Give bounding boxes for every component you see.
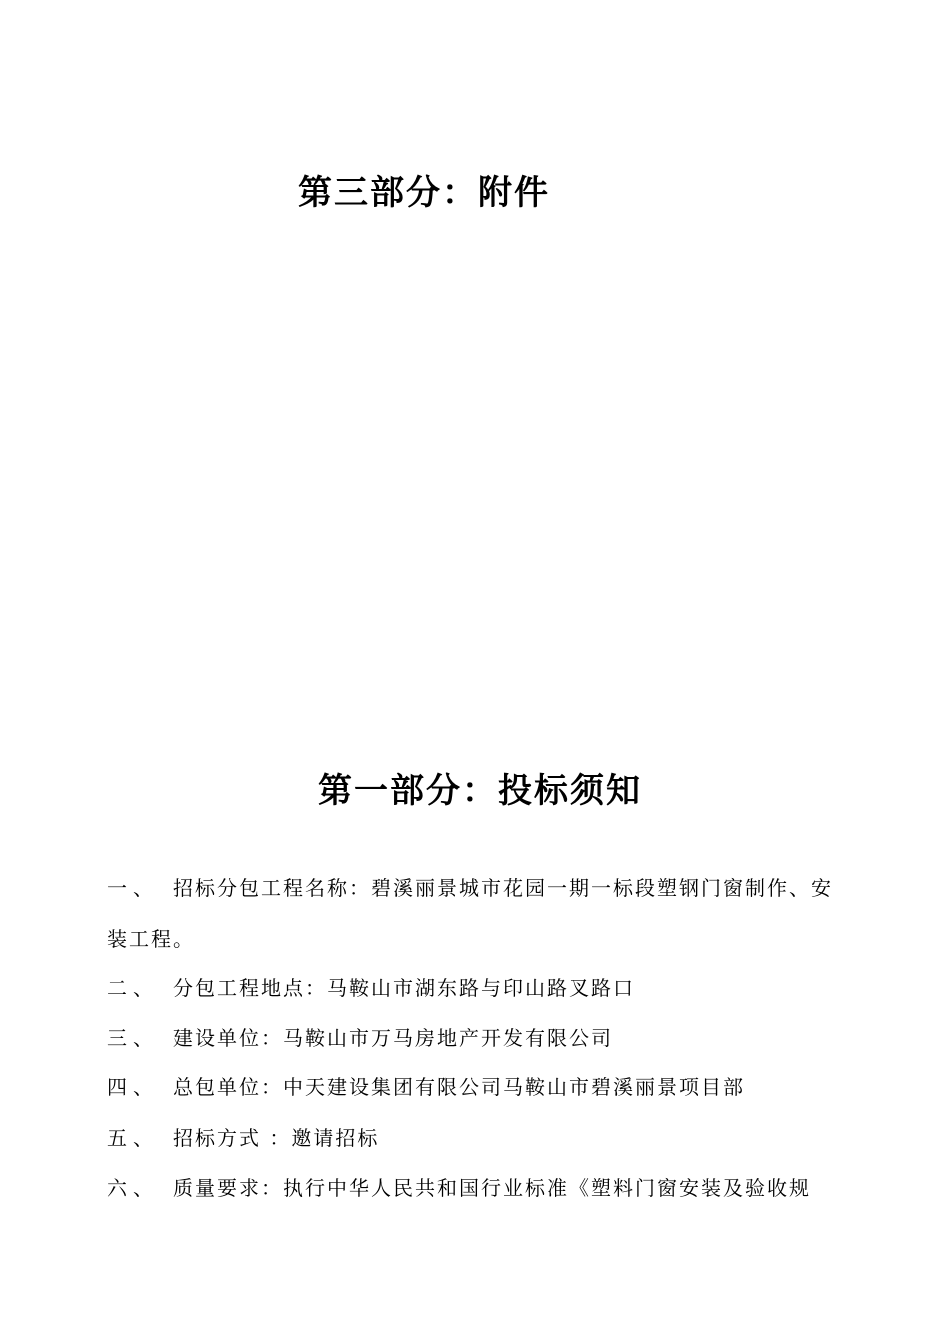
item-number: 六、 — [107, 1176, 159, 1200]
item-text: 质量要求：执行中华人民共和国行业标准《塑料门窗安装及验收规 — [173, 1176, 811, 1200]
item-number: 五、 — [107, 1126, 159, 1150]
part3-title: 第三部分：附件 — [298, 173, 550, 213]
item-number: 一、 — [107, 876, 159, 900]
item-text: 招标分包工程名称：碧溪丽景城市花园一期一标段塑钢门窗制作、安 — [173, 876, 833, 900]
item-1-continuation: 装工程。 — [107, 927, 195, 951]
item-text: 招标方式 ：邀请招标 — [173, 1126, 380, 1150]
item-text: 建设单位：马鞍山市万马房地产开发有限公司 — [173, 1026, 613, 1050]
item-text: 总包单位：中天建设集团有限公司马鞍山市碧溪丽景项目部 — [173, 1075, 745, 1099]
part1-title: 第一部分：投标须知 — [318, 771, 642, 811]
item-number: 四、 — [107, 1075, 159, 1099]
item-number: 三、 — [107, 1026, 159, 1050]
item-number: 二、 — [107, 976, 159, 1000]
item-text: 分包工程地点：马鞍山市湖东路与印山路叉路口 — [173, 976, 635, 1000]
